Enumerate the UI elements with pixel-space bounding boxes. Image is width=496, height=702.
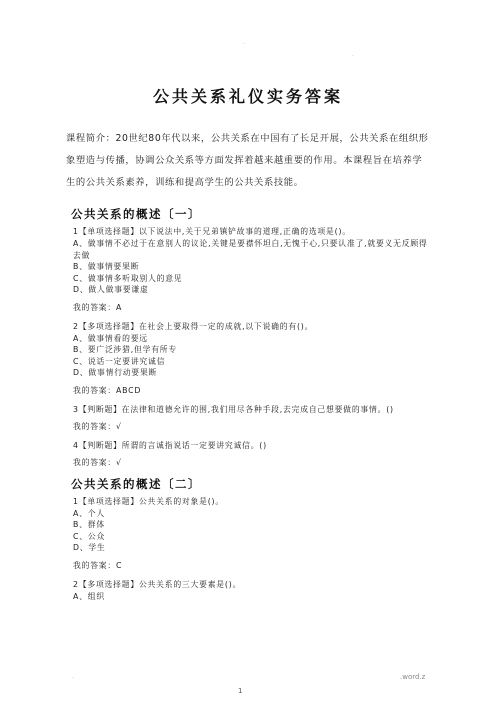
answer-option: C、说话一定要讲究诚信 xyxy=(73,356,166,366)
question-text: 1【单项选择题】公共关系的对象是()。 xyxy=(73,496,224,506)
my-answer: 我的答案：√ xyxy=(73,457,122,467)
my-answer: 我的答案：√ xyxy=(73,421,122,431)
document-body xyxy=(73,206,429,602)
course-intro: 课程简介：20世纪80年代以来，公共关系在中国有了长足开展，公共关系在组织形象塑造与传播，协调公众关系等方面发挥着越来越重要的作用。本课程旨在培养学生的公共关系素养，训练和提高学生的公共关系技能。 xyxy=(66,133,429,188)
section-heading: 公共关系的概述〔二〕 xyxy=(71,476,201,491)
header-dot: . xyxy=(243,39,245,46)
answer-option: D、做人做事要谦虚 xyxy=(73,285,149,294)
answer-option: A、组织 xyxy=(73,591,105,601)
answer-option: C、做事情多听取别人的意见 xyxy=(73,273,183,283)
question-text: 3【判断题】在法律和道德允许的围,我们用尽各种手段,去完成自己想要做的事情。() xyxy=(73,404,394,414)
my-answer: 我的答案：C xyxy=(73,560,123,570)
answer-option: A、个人 xyxy=(73,508,105,518)
answer-option: D、做事情行动要果断 xyxy=(73,368,158,377)
document-title: 公共关系礼仪实务答案 xyxy=(152,87,343,106)
answer-option: A、做事情不必过于在意别人的议论,关键是要襟怀坦白,无愧于心,只要认准了,就要义无反顾得去做 xyxy=(73,239,428,260)
footer-dot: . xyxy=(72,673,74,680)
answer-option: C、公众 xyxy=(73,531,106,541)
page-number: 1 xyxy=(238,687,243,695)
question-text: 2【多项选择题】在社会上要取得一定的成就,以下说确的有()。 xyxy=(73,321,314,331)
answer-option: D、学生 xyxy=(73,543,106,552)
header-dot-right: . xyxy=(352,51,354,58)
answer-option: B、要广泛涉猎,但学有所专 xyxy=(73,345,177,354)
answer-option: B、做事情要果断 xyxy=(73,262,140,271)
footer-text: .word.z xyxy=(400,673,426,681)
section-heading: 公共关系的概述〔一〕 xyxy=(71,207,201,221)
my-answer: 我的答案：ABCD xyxy=(73,385,142,395)
answer-option: A、做事情看的要远 xyxy=(73,333,148,343)
answer-option: B、群体 xyxy=(73,520,105,529)
question-text: 4【判断题】所谓的言诚指说话一定要讲究诚信。() xyxy=(73,440,267,450)
question-text: 1【单项选择题】以下说法中,关于兄弟镇铲故事的道理,正确的选项是()。 xyxy=(73,227,351,236)
my-answer: 我的答案：A xyxy=(73,302,123,312)
question-text: 2【多项选择题】公共关系的三大要素是()。 xyxy=(73,579,242,589)
